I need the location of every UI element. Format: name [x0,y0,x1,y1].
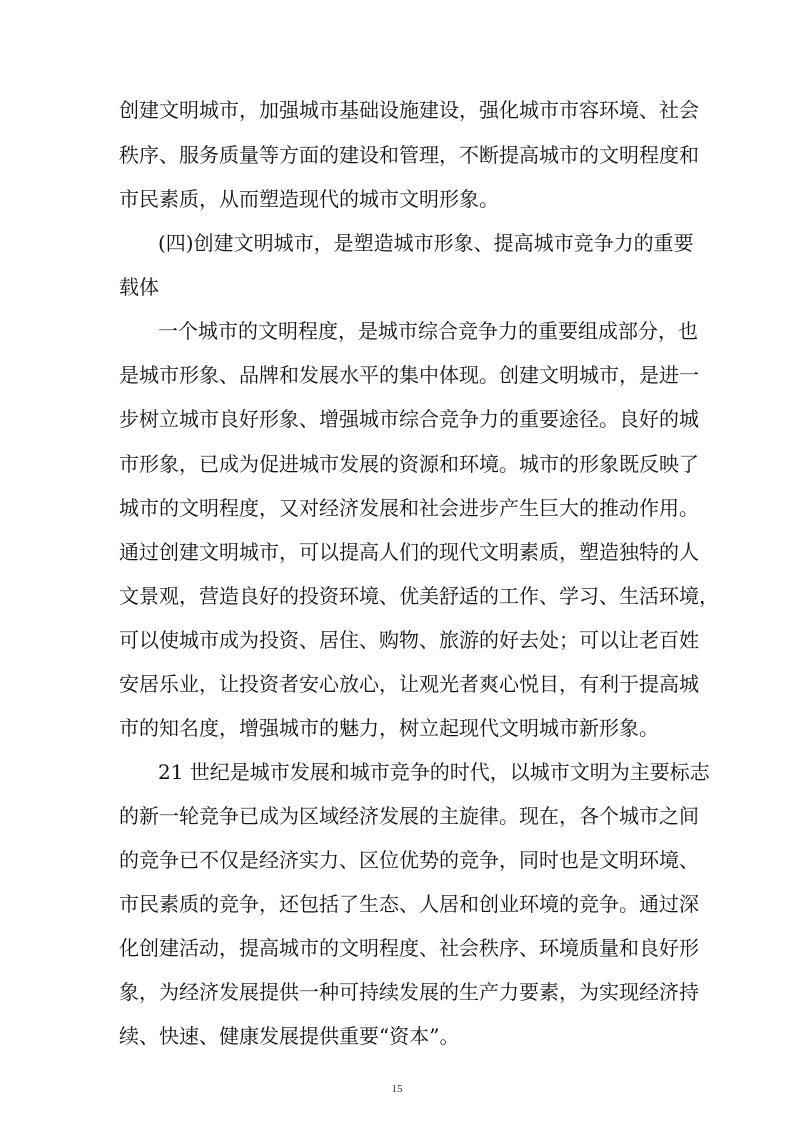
body-text-line: 城市的文明程度，又对经济发展和社会进步产生巨大的推动作用。 [119,496,699,520]
body-text-line: 的新一轮竞争已成为区域经济发展的主旋律。现在，各个城市之间 [119,804,699,828]
body-text-line: 是城市形象、品牌和发展水平的集中体现。创建文明城市，是进一 [119,363,699,387]
body-text-line: 21 世纪是城市发展和城市竞争的时代，以城市文明为主要标志 [158,760,710,784]
body-text-line: 步树立城市良好形象、增强城市综合竞争力的重要途径。良好的城 [119,407,699,431]
section-heading-line: (四)创建文明城市，是塑造城市形象、提高城市竞争力的重要 [158,231,694,255]
body-text-line: 续、快速、健康发展提供重要“资本”。 [119,1024,460,1048]
body-text-line: 化创建活动，提高城市的文明程度、社会秩序、环境质量和良好形 [119,936,699,960]
body-text-line: 创建文明城市，加强城市基础设施建设，强化城市市容环境、社会 [119,98,699,122]
body-text-line: 市民素质，从而塑造现代的城市文明形象。 [119,187,499,211]
body-text-line: 的竞争已不仅是经济实力、区位优势的竞争，同时也是文明环境、 [119,848,699,872]
body-text-line: 象，为经济发展提供一种可持续发展的生产力要素，为实现经济持 [119,980,699,1004]
body-text-line: 通过创建文明城市，可以提高人们的现代文明素质，塑造独特的人 [119,540,699,564]
body-text-line: 秩序、服务质量等方面的建设和管理，不断提高城市的文明程度和 [119,143,699,167]
body-text-line: 可以使城市成为投资、居住、购物、旅游的好去处；可以让老百姓 [119,628,699,652]
body-text-line: 市民素质的竞争，还包括了生态、人居和创业环境的竞争。通过深 [119,892,699,916]
body-text-line: 文景观，营造良好的投资环境、优美舒适的工作、学习、生活环境， [119,584,719,608]
body-text-line: 安居乐业，让投资者安心放心，让观光者爽心悦目，有利于提高城 [119,672,699,696]
body-text-line: 一个城市的文明程度，是城市综合竞争力的重要组成部分，也 [158,319,698,343]
body-text-line: 市形象，已成为促进城市发展的资源和环境。城市的形象既反映了 [119,452,699,476]
page-number: 15 [391,1083,403,1095]
section-heading-line: 载体 [119,275,159,299]
body-text-line: 市的知名度，增强城市的魅力，树立起现代文明城市新形象。 [119,716,659,740]
